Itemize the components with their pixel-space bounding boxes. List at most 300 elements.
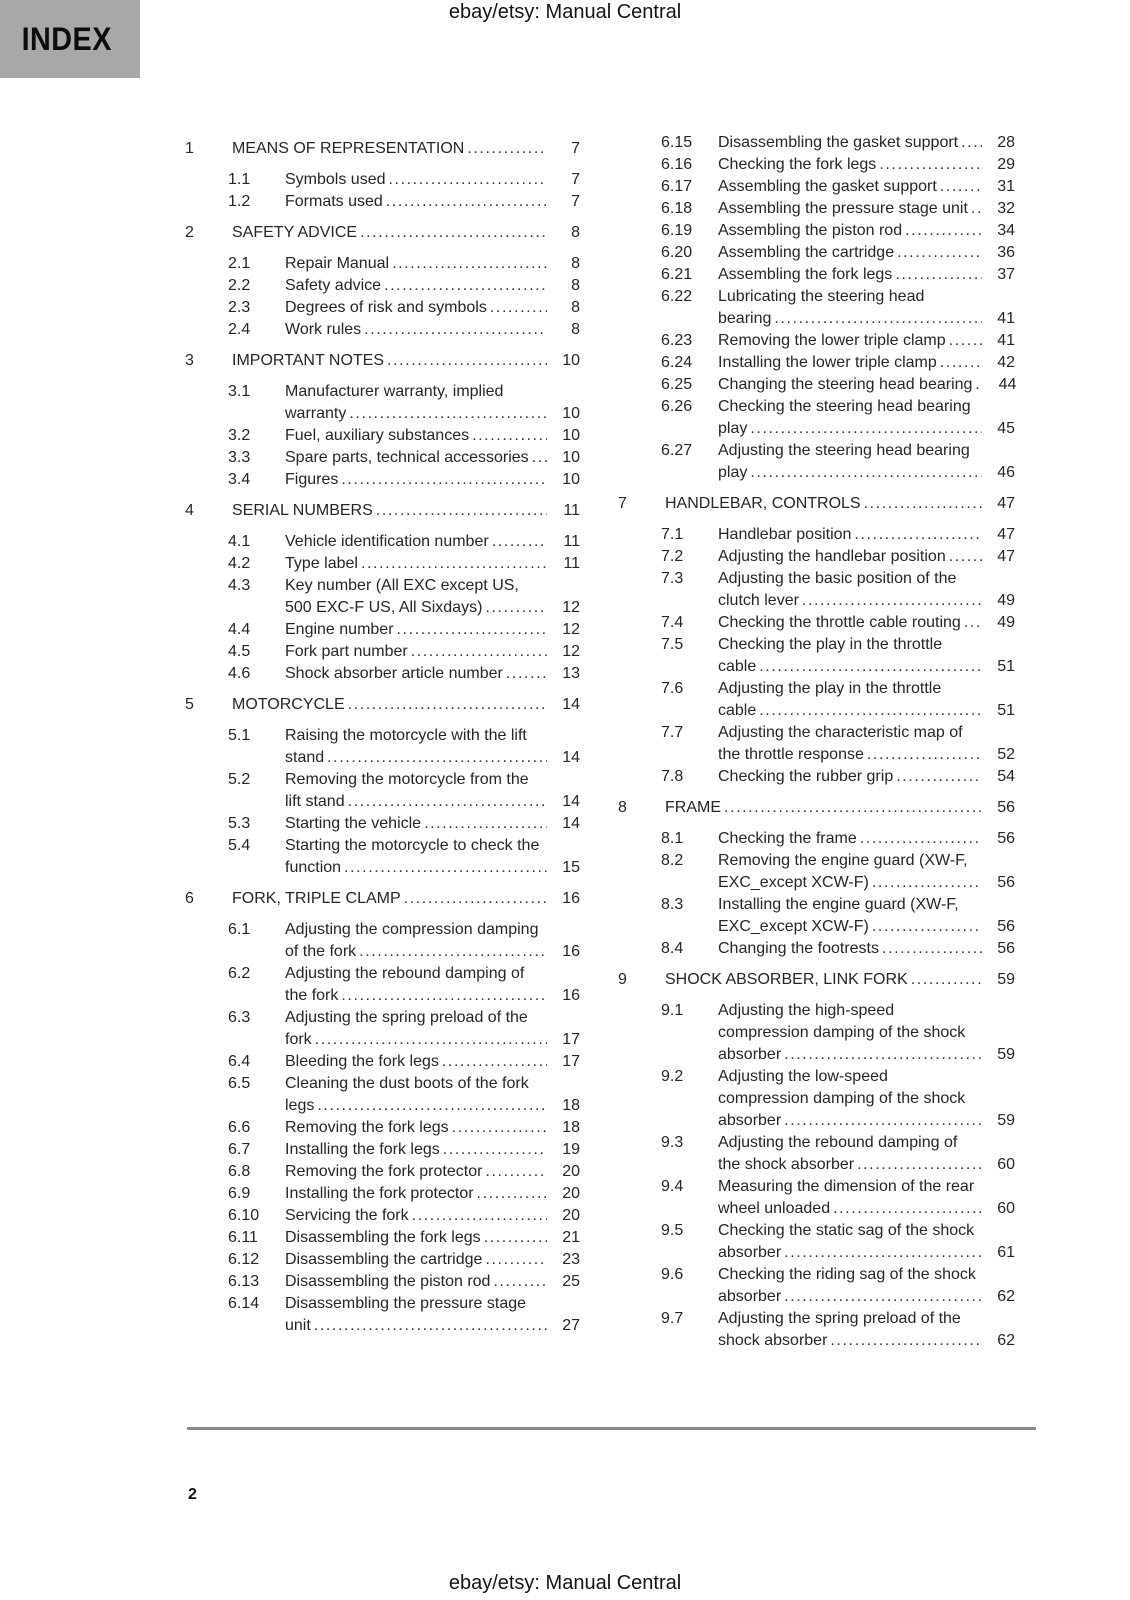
toc-entry-page: 52 bbox=[997, 746, 1015, 763]
toc-entry-page: 15 bbox=[562, 859, 580, 876]
toc-entry-number: 9.3 bbox=[661, 1134, 684, 1151]
toc-entry-lastline bbox=[718, 1110, 1015, 1132]
dot-leader bbox=[485, 597, 547, 619]
toc-entry-page: 7 bbox=[571, 193, 580, 210]
toc-entry-body bbox=[718, 440, 1015, 484]
toc-entry-title: absorber bbox=[718, 1244, 782, 1261]
toc-entry-number: 7.2 bbox=[661, 548, 684, 565]
dot-leader bbox=[864, 493, 982, 515]
toc-entry-title: absorber bbox=[718, 1112, 782, 1129]
toc-entry-body bbox=[718, 1308, 1015, 1352]
toc-sub-entry bbox=[185, 1051, 580, 1073]
toc-sub-entry bbox=[185, 381, 580, 425]
dot-leader bbox=[830, 1330, 982, 1352]
toc-entry-lastline bbox=[285, 663, 580, 685]
toc-sub-entry bbox=[185, 1007, 580, 1051]
toc-entry-title-line: Cleaning the dust boots of the fork bbox=[285, 1075, 529, 1092]
toc-entry-lastline bbox=[718, 1330, 1015, 1352]
toc-entry-page: 12 bbox=[562, 599, 580, 616]
toc-entry-body bbox=[718, 546, 1015, 568]
toc-entry-lastline bbox=[665, 969, 1015, 991]
toc-entry-number: 7.4 bbox=[661, 614, 684, 631]
toc-entry-body bbox=[285, 425, 580, 447]
dot-leader bbox=[472, 425, 547, 447]
toc-entry-title: Servicing the fork bbox=[285, 1207, 409, 1224]
toc-entry-title: Assembling the cartridge bbox=[718, 244, 895, 261]
toc-entry-page: 56 bbox=[997, 830, 1015, 847]
toc-sub-entry bbox=[185, 319, 580, 341]
dot-leader bbox=[376, 500, 547, 522]
toc-entry-title: MEANS OF REPRESENTATION bbox=[232, 140, 465, 157]
toc-entry-title-line: Checking the play in the throttle bbox=[718, 636, 943, 653]
toc-sub-entry bbox=[185, 1117, 580, 1139]
toc-entry-page: 16 bbox=[562, 943, 580, 960]
toc-entry-body bbox=[285, 191, 580, 213]
toc-entry-title-line: Adjusting the rebound damping of bbox=[285, 965, 525, 982]
dot-leader bbox=[882, 938, 982, 960]
toc-entry-lastline bbox=[718, 308, 1015, 330]
toc-entry-number: 6.5 bbox=[228, 1075, 251, 1092]
dot-leader bbox=[961, 132, 982, 154]
dot-leader bbox=[784, 1044, 982, 1066]
toc-entry-number: 6.1 bbox=[228, 921, 251, 938]
toc-entry-number: 6.8 bbox=[228, 1163, 251, 1180]
toc-sub-entry bbox=[185, 835, 580, 879]
toc-entry-number: 6.17 bbox=[661, 178, 693, 195]
toc-entry-number: 6.21 bbox=[661, 266, 693, 283]
toc-entry-title-line: Adjusting the play in the throttle bbox=[718, 680, 942, 697]
dot-leader bbox=[949, 330, 982, 352]
toc-entry-title: bearing bbox=[718, 310, 772, 327]
dot-leader bbox=[327, 747, 547, 769]
toc-entry-lastline bbox=[285, 169, 580, 191]
dot-leader bbox=[485, 1161, 547, 1183]
toc-entry-lastline bbox=[285, 253, 580, 275]
toc-entry-title: IMPORTANT NOTES bbox=[232, 352, 385, 369]
toc-entry-title: Engine number bbox=[285, 621, 394, 638]
toc-entry-body bbox=[718, 1132, 1015, 1176]
toc-entry-number: 4.5 bbox=[228, 643, 251, 660]
toc-entry-body bbox=[718, 612, 1015, 634]
toc-entry-body bbox=[232, 350, 580, 372]
dot-leader bbox=[348, 791, 547, 813]
toc-entry-page: 54 bbox=[997, 768, 1015, 785]
toc-entry-lastline bbox=[285, 641, 580, 663]
dot-leader bbox=[784, 1286, 982, 1308]
toc-sub-entry bbox=[185, 297, 580, 319]
toc-sub-entry bbox=[185, 169, 580, 191]
toc-entry-number: 6.22 bbox=[661, 288, 693, 305]
toc-entry-title-line: compression damping of the shock bbox=[718, 1090, 966, 1107]
toc-entry-lastline bbox=[232, 138, 580, 160]
toc-entry-number: 6.4 bbox=[228, 1053, 251, 1070]
toc-entry-lastline bbox=[718, 176, 1015, 198]
toc-entry-title: unit bbox=[285, 1317, 311, 1334]
toc-entry-number: 9.1 bbox=[661, 1002, 684, 1019]
toc-sub-entry bbox=[185, 1271, 580, 1293]
toc-entry-lastline bbox=[718, 872, 1015, 894]
toc-entry-number: 1.1 bbox=[228, 171, 251, 188]
toc-entry-title-line: Checking the static sag of the shock bbox=[718, 1222, 975, 1239]
toc-entry-title-line: compression damping of the shock bbox=[718, 1024, 966, 1041]
toc-entry-title: Fork part number bbox=[285, 643, 408, 660]
toc-entry-page: 13 bbox=[562, 665, 580, 682]
toc-entry-body bbox=[718, 1176, 1015, 1220]
toc-sub-entry bbox=[618, 568, 1015, 612]
toc-entry-number: 3.1 bbox=[228, 383, 251, 400]
dot-leader bbox=[389, 169, 548, 191]
toc-entry-page: 49 bbox=[997, 614, 1015, 631]
toc-sub-entry bbox=[185, 469, 580, 491]
toc-entry-lastline bbox=[718, 220, 1015, 242]
dot-leader bbox=[392, 253, 547, 275]
dot-leader bbox=[895, 264, 982, 286]
toc-entry-page: 44 bbox=[998, 376, 1017, 393]
dot-leader bbox=[750, 462, 982, 484]
toc-entry-number: 7.7 bbox=[661, 724, 684, 741]
toc-section-entry bbox=[618, 797, 1015, 819]
toc-sub-entry bbox=[185, 1139, 580, 1161]
toc-sub-entry bbox=[618, 1066, 1015, 1132]
toc-sub-entry bbox=[618, 546, 1015, 568]
toc-entry-number: 7.8 bbox=[661, 768, 684, 785]
dot-leader bbox=[940, 176, 982, 198]
toc-section-entry bbox=[185, 222, 580, 244]
toc-entry-number: 9.6 bbox=[661, 1266, 684, 1283]
toc-entry-number: 6 bbox=[185, 890, 194, 907]
dot-leader bbox=[750, 418, 982, 440]
toc-entry-number: 3.4 bbox=[228, 471, 251, 488]
toc-entry-body bbox=[718, 132, 1015, 154]
toc-entry-body bbox=[718, 176, 1015, 198]
toc-sub-entry bbox=[618, 678, 1015, 722]
toc-sub-entry bbox=[618, 330, 1015, 352]
toc-entry-lastline bbox=[718, 154, 1015, 176]
toc-entry-page: 10 bbox=[562, 471, 580, 488]
toc-entry-lastline bbox=[718, 242, 1015, 264]
toc-entry-title-line: Checking the steering head bearing bbox=[718, 398, 971, 415]
toc-entry-number: 4.2 bbox=[228, 555, 251, 572]
toc-entry-lastline bbox=[285, 319, 580, 341]
document-header-title: ebay/etsy: Manual Central bbox=[448, 1, 682, 23]
toc-entry-number: 2 bbox=[185, 224, 194, 241]
dot-leader bbox=[854, 524, 982, 546]
toc-entry-page: 28 bbox=[997, 134, 1015, 151]
toc-entry-number: 1 bbox=[185, 140, 194, 157]
dot-leader bbox=[452, 1117, 547, 1139]
toc-entry-lastline bbox=[285, 1029, 580, 1051]
toc-entry-body bbox=[285, 1293, 580, 1337]
toc-entry-title: Changing the steering head bearing bbox=[718, 376, 973, 393]
toc-sub-entry bbox=[185, 425, 580, 447]
toc-sub-entry bbox=[618, 242, 1015, 264]
toc-entry-page: 49 bbox=[997, 592, 1015, 609]
toc-entry-lastline bbox=[285, 1271, 580, 1293]
toc-entry-page: 25 bbox=[562, 1273, 580, 1290]
toc-entry-number: 5.2 bbox=[228, 771, 251, 788]
toc-entry-body bbox=[718, 828, 1015, 850]
toc-sub-entry bbox=[618, 1220, 1015, 1264]
toc-entry-lastline bbox=[718, 766, 1015, 788]
toc-entry-title: Fuel, auxiliary substances bbox=[285, 427, 470, 444]
toc-entry-title: Degrees of risk and symbols bbox=[285, 299, 487, 316]
toc-entry-title: Assembling the pressure stage unit bbox=[718, 200, 968, 217]
toc-entry-number: 6.27 bbox=[661, 442, 693, 459]
toc-entry-body bbox=[285, 553, 580, 575]
dot-leader bbox=[949, 546, 982, 568]
toc-entry-lastline bbox=[285, 1051, 580, 1073]
toc-sub-entry bbox=[618, 440, 1015, 484]
toc-entry-title: play bbox=[718, 464, 748, 481]
toc-entry-body bbox=[285, 919, 580, 963]
toc-entry-number: 1.2 bbox=[228, 193, 251, 210]
dot-leader bbox=[387, 350, 547, 372]
dot-leader bbox=[802, 590, 982, 612]
toc-entry-number: 2.4 bbox=[228, 321, 251, 338]
toc-entry-page: 18 bbox=[562, 1119, 580, 1136]
toc-entry-body bbox=[718, 154, 1015, 176]
dot-leader bbox=[759, 700, 982, 722]
toc-entry-title: the throttle response bbox=[718, 746, 864, 763]
toc-entry-lastline bbox=[285, 1161, 580, 1183]
toc-entry-lastline bbox=[718, 1198, 1015, 1220]
toc-section-entry bbox=[185, 888, 580, 910]
toc-entry-title-line: Starting the motorcycle to check the bbox=[285, 837, 540, 854]
toc-sub-entry bbox=[618, 264, 1015, 286]
toc-entry-title-line: Adjusting the rebound damping of bbox=[718, 1134, 958, 1151]
toc-entry-body bbox=[718, 220, 1015, 242]
toc-entry-page: 10 bbox=[562, 352, 580, 369]
toc-entry-lastline bbox=[665, 493, 1015, 515]
toc-entry-number: 8.1 bbox=[661, 830, 684, 847]
toc-entry-lastline bbox=[718, 938, 1015, 960]
toc-entry-title: Formats used bbox=[285, 193, 383, 210]
toc-entry-title: FRAME bbox=[665, 799, 721, 816]
dot-leader bbox=[442, 1051, 547, 1073]
toc-entry-body bbox=[718, 264, 1015, 286]
toc-entry-lastline bbox=[285, 403, 580, 425]
dot-leader bbox=[364, 319, 547, 341]
toc-sub-entry bbox=[618, 198, 1015, 220]
toc-sub-entry bbox=[618, 524, 1015, 546]
toc-entry-body bbox=[232, 222, 580, 244]
toc-entry-lastline bbox=[285, 275, 580, 297]
toc-entry-body bbox=[285, 1227, 580, 1249]
toc-entry-body bbox=[718, 568, 1015, 612]
toc-entry-number: 3 bbox=[185, 352, 194, 369]
toc-entry-number: 6.23 bbox=[661, 332, 693, 349]
dot-leader bbox=[341, 985, 547, 1007]
dot-leader bbox=[359, 941, 547, 963]
toc-entry-number: 6.10 bbox=[228, 1207, 260, 1224]
toc-entry-lastline bbox=[718, 656, 1015, 678]
toc-entry-body bbox=[285, 1139, 580, 1161]
toc-entry-page: 56 bbox=[997, 874, 1015, 891]
document-footer-title: ebay/etsy: Manual Central bbox=[448, 1572, 682, 1594]
toc-entry-body bbox=[718, 1264, 1015, 1308]
toc-section-entry bbox=[185, 694, 580, 716]
toc-entry-page: 59 bbox=[997, 1112, 1015, 1129]
toc-entry-title: Assembling the fork legs bbox=[718, 266, 893, 283]
dot-leader bbox=[897, 242, 982, 264]
toc-entry-title-line: Manufacturer warranty, implied bbox=[285, 383, 504, 400]
toc-entry-title: EXC_except XCW-F) bbox=[718, 918, 869, 935]
toc-entry-page: 31 bbox=[997, 178, 1015, 195]
toc-entry-page: 56 bbox=[997, 940, 1015, 957]
toc-sub-entry bbox=[618, 176, 1015, 198]
toc-entry-lastline bbox=[718, 828, 1015, 850]
toc-entry-lastline bbox=[285, 857, 580, 879]
toc-entry-page: 41 bbox=[997, 310, 1015, 327]
toc-entry-lastline bbox=[718, 700, 1015, 722]
toc-entry-lastline bbox=[718, 1154, 1015, 1176]
dot-leader bbox=[911, 969, 982, 991]
toc-sub-entry bbox=[185, 919, 580, 963]
dot-leader bbox=[484, 1227, 547, 1249]
toc-section-entry bbox=[618, 493, 1015, 515]
toc-entry-body bbox=[665, 493, 1015, 515]
toc-entry-title-line: Adjusting the high-speed bbox=[718, 1002, 895, 1019]
toc-entry-page: 46 bbox=[997, 464, 1015, 481]
toc-entry-body bbox=[665, 969, 1015, 991]
toc-entry-number: 7.3 bbox=[661, 570, 684, 587]
dot-leader bbox=[872, 916, 982, 938]
toc-sub-entry bbox=[185, 619, 580, 641]
toc-entry-title: Safety advice bbox=[285, 277, 382, 294]
toc-entry-title: stand bbox=[285, 749, 325, 766]
toc-entry-body bbox=[232, 138, 580, 160]
toc-entry-page: 36 bbox=[997, 244, 1015, 261]
toc-entry-body bbox=[285, 1271, 580, 1293]
toc-entry-body bbox=[718, 286, 1015, 330]
dot-leader bbox=[940, 352, 982, 374]
toc-entry-title: Checking the rubber grip bbox=[718, 768, 894, 785]
dot-leader bbox=[384, 275, 547, 297]
toc-entry-title: Disassembling the cartridge bbox=[285, 1251, 483, 1268]
toc-entry-number: 6.9 bbox=[228, 1185, 251, 1202]
dot-leader bbox=[314, 1315, 547, 1337]
dot-leader bbox=[490, 297, 547, 319]
toc-entry-page: 7 bbox=[571, 140, 580, 157]
toc-sub-entry bbox=[618, 154, 1015, 176]
toc-entry-number: 3.2 bbox=[228, 427, 251, 444]
toc-entry-page: 18 bbox=[562, 1097, 580, 1114]
dot-leader bbox=[349, 403, 547, 425]
toc-entry-page: 7 bbox=[571, 171, 580, 188]
toc-entry-title: Disassembling the piston rod bbox=[285, 1273, 491, 1290]
toc-entry-lastline bbox=[285, 941, 580, 963]
toc-entry-lastline bbox=[232, 350, 580, 372]
toc-column-right bbox=[618, 132, 1015, 1352]
toc-entry-number: 4.3 bbox=[228, 577, 251, 594]
toc-entry-body bbox=[285, 769, 580, 813]
toc-entry-title: Symbols used bbox=[285, 171, 386, 188]
toc-sub-entry bbox=[618, 1176, 1015, 1220]
toc-entry-title-line: Removing the engine guard (XW-F, bbox=[718, 852, 968, 869]
toc-entry-number: 9.4 bbox=[661, 1178, 684, 1195]
toc-entry-number: 4.6 bbox=[228, 665, 251, 682]
toc-entry-page: 41 bbox=[997, 332, 1015, 349]
dot-leader bbox=[971, 198, 982, 220]
toc-entry-page: 12 bbox=[562, 621, 580, 638]
footer-divider-rule bbox=[187, 1427, 1036, 1430]
toc-entry-lastline bbox=[285, 1117, 580, 1139]
toc-entry-lastline bbox=[718, 612, 1015, 634]
toc-entry-body bbox=[718, 894, 1015, 938]
toc-sub-entry bbox=[185, 663, 580, 685]
toc-entry-page: 16 bbox=[562, 890, 580, 907]
toc-entry-body bbox=[718, 678, 1015, 722]
toc-entry-lastline bbox=[285, 1183, 580, 1205]
toc-entry-body bbox=[718, 722, 1015, 766]
toc-entry-lastline bbox=[718, 418, 1015, 440]
dot-leader bbox=[412, 1205, 547, 1227]
toc-entry-lastline bbox=[232, 500, 580, 522]
toc-entry-body bbox=[718, 850, 1015, 894]
toc-sub-entry bbox=[185, 1161, 580, 1183]
toc-sub-entry bbox=[185, 275, 580, 297]
toc-entry-lastline bbox=[285, 1139, 580, 1161]
toc-entry-title-line: Adjusting the basic position of the bbox=[718, 570, 957, 587]
toc-entry-page: 56 bbox=[997, 799, 1015, 816]
toc-entry-page: 8 bbox=[571, 299, 580, 316]
toc-entry-body bbox=[285, 531, 580, 553]
toc-entry-body bbox=[285, 813, 580, 835]
toc-entry-lastline bbox=[718, 1044, 1015, 1066]
toc-entry-title: the fork bbox=[285, 987, 339, 1004]
toc-sub-entry bbox=[618, 766, 1015, 788]
toc-entry-lastline bbox=[285, 447, 580, 469]
toc-entry-lastline bbox=[285, 985, 580, 1007]
toc-entry-body bbox=[718, 1220, 1015, 1264]
toc-entry-body bbox=[285, 1117, 580, 1139]
toc-section-entry bbox=[185, 350, 580, 372]
toc-entry-number: 9 bbox=[618, 971, 627, 988]
toc-entry-page: 10 bbox=[562, 427, 580, 444]
toc-entry-page: 11 bbox=[563, 533, 580, 550]
dot-leader bbox=[896, 766, 982, 788]
toc-entry-lastline bbox=[232, 888, 580, 910]
toc-entry-number: 6.16 bbox=[661, 156, 693, 173]
dot-leader bbox=[975, 374, 983, 396]
toc-entry-title: Removing the fork protector bbox=[285, 1163, 483, 1180]
dot-leader bbox=[833, 1198, 982, 1220]
dot-leader bbox=[411, 641, 547, 663]
toc-entry-page: 37 bbox=[997, 266, 1015, 283]
toc-entry-page: 8 bbox=[571, 321, 580, 338]
toc-entry-lastline bbox=[718, 264, 1015, 286]
toc-entry-title: FORK, TRIPLE CLAMP bbox=[232, 890, 401, 907]
dot-leader bbox=[724, 797, 982, 819]
toc-entry-body bbox=[285, 447, 580, 469]
toc-entry-lastline bbox=[285, 469, 580, 491]
toc-entry-page: 14 bbox=[562, 696, 580, 713]
toc-entry-page: 20 bbox=[562, 1185, 580, 1202]
toc-entry-page: 8 bbox=[571, 277, 580, 294]
toc-entry-page: 17 bbox=[562, 1031, 580, 1048]
toc-entry-lastline bbox=[718, 744, 1015, 766]
toc-entry-page: 14 bbox=[562, 793, 580, 810]
toc-entry-title: wheel unloaded bbox=[718, 1200, 831, 1217]
toc-entry-title: lift stand bbox=[285, 793, 345, 810]
toc-entry-lastline bbox=[718, 374, 1015, 396]
toc-entry-title: EXC_except XCW-F) bbox=[718, 874, 869, 891]
dot-leader bbox=[905, 220, 982, 242]
toc-entry-lastline bbox=[285, 297, 580, 319]
toc-entry-body bbox=[718, 1000, 1015, 1066]
dot-leader bbox=[860, 828, 982, 850]
toc-entry-title: legs bbox=[285, 1097, 315, 1114]
